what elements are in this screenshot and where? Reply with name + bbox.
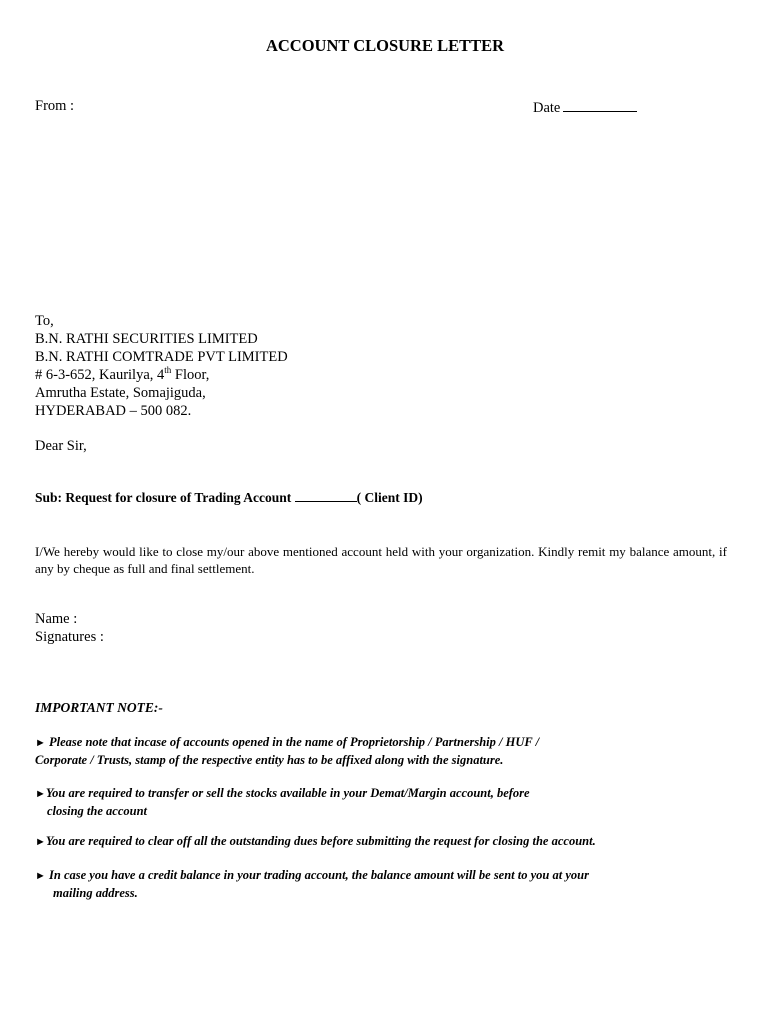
date-blank-line [563,98,637,112]
letter-body: I/We hereby would like to close my/our above mentioned account held with your organization. Kindly remit my balance amount, if any by cheque as full and final settlement. [35,544,727,576]
name-label: Name : [35,611,78,627]
address-to: To, [35,313,54,329]
note-item-2 [35,785,635,820]
date-label: Date [533,100,561,116]
salutation: Dear Sir, [35,438,87,454]
recipient-address [35,312,288,420]
note-2-line-2: closing the account [47,804,148,818]
letter-title: ACCOUNT CLOSURE LETTER [265,36,505,55]
address-line-1: B.N. RATHI SECURITIES LIMITED [35,331,258,347]
subject-text: Sub: Request for closure of Trading Account [35,490,295,505]
address-line-3 [35,366,288,384]
account-blank-line [295,490,357,502]
address-line-2: B.N. RATHI COMTRADE PVT LIMITED [35,349,288,365]
note-3-line-1: You are required to clear off all the outstanding dues before submitting the request for closing the account. [45,834,596,848]
address-line-3-superscript: th [164,365,172,376]
from-label: From : [35,98,75,114]
address-line-5: HYDERABAD – 500 082. [35,403,192,419]
note-item-1 [35,734,683,769]
note-4-line-2: mailing address. [53,886,138,900]
address-line-3-text: # 6-3-652, Kaurilya, 4 [35,367,165,383]
date-field [533,98,637,117]
subject-client-id: ( Client ID) [356,490,423,505]
pointer-arrow-icon: ► [35,836,46,848]
note-1-line-2: Corporate / Trusts, stamp of the respective entity has to be affixed along with the signature. [35,753,504,767]
important-note-heading: IMPORTANT NOTE:- [35,700,163,715]
note-item-4 [35,867,675,902]
note-2-line-1: You are required to transfer or sell the stocks available in your Demat/Margin account, before [45,786,530,800]
address-line-3-suffix: Floor, [171,367,210,383]
note-4-line-1: In case you have a credit balance in your trading account, the balance amount will be sent to you at your [45,868,589,882]
pointer-arrow-icon: ► [35,870,46,882]
note-1-line-1: Please note that incase of accounts opened in the name of Proprietorship / Partnership / HUF / [45,735,540,749]
address-line-4: Amrutha Estate, Somajiguda, [35,385,206,401]
pointer-arrow-icon: ► [35,788,46,800]
signatures-label: Signatures : [35,629,104,645]
subject-line [35,490,423,506]
note-item-3 [35,833,715,851]
pointer-arrow-icon: ► [35,737,46,749]
